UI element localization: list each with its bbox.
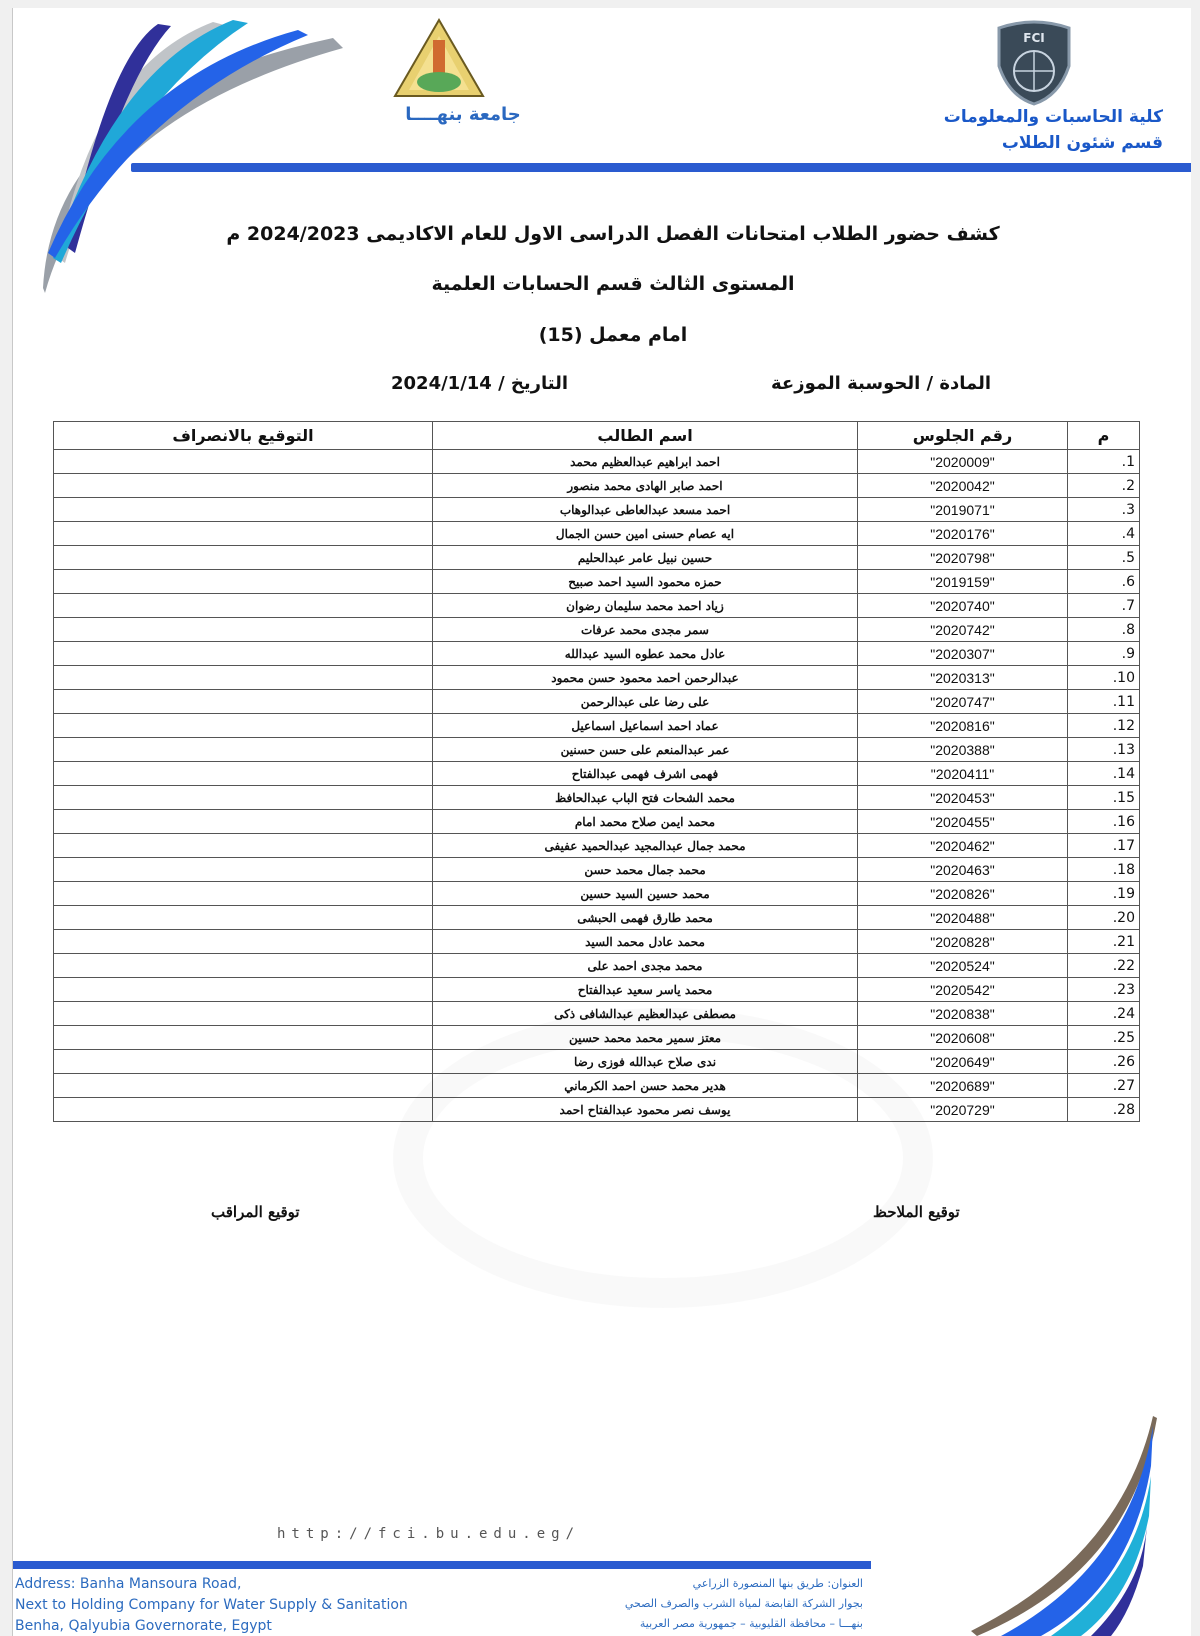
- row-index: 4.: [1068, 522, 1140, 546]
- address-ar-line: بجوار الشركة القابضة لمياة الشرب والصرف الصحي: [624, 1597, 863, 1610]
- signature-cell[interactable]: [54, 714, 433, 738]
- signature-cell[interactable]: [54, 618, 433, 642]
- row-index: 10.: [1068, 666, 1140, 690]
- student-name: معتز سمير محمد محمد حسين: [433, 1026, 858, 1050]
- signature-cell[interactable]: [54, 858, 433, 882]
- row-index: 21.: [1068, 930, 1140, 954]
- signature-cell[interactable]: [54, 1050, 433, 1074]
- signature-cell[interactable]: [54, 930, 433, 954]
- subject-label: المادة / الحوسبة الموزعة: [771, 373, 991, 394]
- decorative-swoosh-bottom-right: [971, 1406, 1171, 1636]
- watermark: [393, 1008, 933, 1308]
- table-row: [54, 786, 1140, 810]
- table-row: [54, 522, 1140, 546]
- student-name: على رضا على عبدالرحمن: [433, 690, 858, 714]
- signature-cell[interactable]: [54, 834, 433, 858]
- signature-cell[interactable]: [54, 498, 433, 522]
- header-divider-bar: [131, 163, 1191, 172]
- row-index: 13.: [1068, 738, 1140, 762]
- table-row: [54, 618, 1140, 642]
- monitor-signature-label: توقيع المراقب: [211, 1203, 300, 1221]
- signature-cell[interactable]: [54, 642, 433, 666]
- seat-number: "2020455": [858, 810, 1068, 834]
- row-index: 20.: [1068, 906, 1140, 930]
- signature-cell[interactable]: [54, 690, 433, 714]
- address-en-line: Address: Banha Mansoura Road,: [15, 1576, 242, 1592]
- signature-cell[interactable]: [54, 978, 433, 1002]
- header-signature: التوقيع بالانصراف: [54, 422, 433, 450]
- address-en-line: Benha, Qalyubia Governorate, Egypt: [15, 1618, 272, 1634]
- seat-number: "2020462": [858, 834, 1068, 858]
- seat-number: "2020649": [858, 1050, 1068, 1074]
- row-index: 26.: [1068, 1050, 1140, 1074]
- seat-number: "2020742": [858, 618, 1068, 642]
- university-name: جامعة بنهــــا: [405, 104, 521, 125]
- table-row: [54, 666, 1140, 690]
- table-row: [54, 738, 1140, 762]
- row-index: 28.: [1068, 1098, 1140, 1122]
- row-index: 8.: [1068, 618, 1140, 642]
- student-name: محمد ايمن صلاح محمد امام: [433, 810, 858, 834]
- signature-cell[interactable]: [54, 786, 433, 810]
- seat-number: "2020689": [858, 1074, 1068, 1098]
- table-row: [54, 594, 1140, 618]
- observer-signature-label: توقيع الملاحظ: [873, 1203, 960, 1221]
- row-index: 17.: [1068, 834, 1140, 858]
- seat-number: "2019159": [858, 570, 1068, 594]
- address-ar-line: العنوان: طريق بنها المنصورة الزراعي: [692, 1577, 863, 1590]
- table-row: [54, 858, 1140, 882]
- lab-location: امام معمل (15): [538, 324, 688, 346]
- signature-cell[interactable]: [54, 1026, 433, 1050]
- table-row: [54, 882, 1140, 906]
- signature-cell[interactable]: [54, 474, 433, 498]
- signature-cell[interactable]: [54, 450, 433, 474]
- seat-number: "2020798": [858, 546, 1068, 570]
- row-index: 6.: [1068, 570, 1140, 594]
- table-row: [54, 954, 1140, 978]
- student-name: محمد عادل محمد السيد: [433, 930, 858, 954]
- student-name: محمد الشحات فتح الباب عبدالحافظ: [433, 786, 858, 810]
- table-row: [54, 450, 1140, 474]
- level-department: المستوى الثالث قسم الحسابات العلمية: [431, 273, 795, 295]
- seat-number: "2020608": [858, 1026, 1068, 1050]
- document-page: [12, 8, 1191, 1636]
- student-name: عادل محمد عطوه السيد عبدالله: [433, 642, 858, 666]
- row-index: 25.: [1068, 1026, 1140, 1050]
- seat-number: "2020828": [858, 930, 1068, 954]
- seat-number: "2020411": [858, 762, 1068, 786]
- signature-cell[interactable]: [54, 810, 433, 834]
- table-row: [54, 642, 1140, 666]
- seat-number: "2020488": [858, 906, 1068, 930]
- student-name: عماد احمد اسماعيل اسماعيل: [433, 714, 858, 738]
- student-name: عبدالرحمن احمد محمود حسن محمود: [433, 666, 858, 690]
- row-index: 23.: [1068, 978, 1140, 1002]
- seat-number: "2020816": [858, 714, 1068, 738]
- seat-number: "2020313": [858, 666, 1068, 690]
- website-url[interactable]: http://fci.bu.edu.eg/: [277, 1526, 581, 1542]
- faculty-name: [893, 104, 1163, 156]
- student-name: يوسف نصر محمود عبدالفتاح احمد: [433, 1098, 858, 1122]
- seat-number: "2020453": [858, 786, 1068, 810]
- table-row: [54, 762, 1140, 786]
- seat-number: "2020729": [858, 1098, 1068, 1122]
- student-name: محمد مجدى احمد على: [433, 954, 858, 978]
- signature-cell[interactable]: [54, 1098, 433, 1122]
- seat-number: "2020388": [858, 738, 1068, 762]
- row-index: 16.: [1068, 810, 1140, 834]
- student-name: محمد ياسر سعيد عبدالفتاح: [433, 978, 858, 1002]
- faculty-line2: قسم شئون الطلاب: [1001, 133, 1163, 153]
- row-index: 11.: [1068, 690, 1140, 714]
- row-index: 22.: [1068, 954, 1140, 978]
- student-name: عمر عبدالمنعم على حسن حسنين: [433, 738, 858, 762]
- address-arabic: [493, 1574, 863, 1634]
- table-header-row: [54, 422, 1140, 450]
- seat-number: "2020176": [858, 522, 1068, 546]
- signature-cell[interactable]: [54, 954, 433, 978]
- student-name: احمد ابراهيم عبدالعظيم محمد: [433, 450, 858, 474]
- signature-cell[interactable]: [54, 522, 433, 546]
- student-name: سمر مجدى محمد عرفات: [433, 618, 858, 642]
- student-name: هدير محمد حسن احمد الكرماني: [433, 1074, 858, 1098]
- signature-cell[interactable]: [54, 1074, 433, 1098]
- seat-number: "2020009": [858, 450, 1068, 474]
- student-name: مصطفى عبدالعظيم عبدالشافى ذكى: [433, 1002, 858, 1026]
- seat-number: "2020524": [858, 954, 1068, 978]
- faculty-logo-text: FCI: [1023, 31, 1045, 45]
- table-row: [54, 474, 1140, 498]
- seat-number: "2020747": [858, 690, 1068, 714]
- table-row: [54, 570, 1140, 594]
- row-index: 27.: [1068, 1074, 1140, 1098]
- row-index: 1.: [1068, 450, 1140, 474]
- student-name: حسين نبيل عامر عبدالحليم: [433, 546, 858, 570]
- table-row: [54, 690, 1140, 714]
- report-title: كشف حضور الطلاب امتحانات الفصل الدراسى الاول للعام الاكاديمى 2024/2023 م: [226, 223, 1000, 245]
- row-index: 5.: [1068, 546, 1140, 570]
- row-index: 18.: [1068, 858, 1140, 882]
- table-row: [54, 714, 1140, 738]
- signature-cell[interactable]: [54, 570, 433, 594]
- student-name: محمد جمال عبدالمجيد عبدالحميد عفيفى: [433, 834, 858, 858]
- row-index: 2.: [1068, 474, 1140, 498]
- header-index: م: [1068, 422, 1140, 450]
- seat-number: "2020042": [858, 474, 1068, 498]
- table-row: [54, 906, 1140, 930]
- student-name: احمد صابر الهادى محمد منصور: [433, 474, 858, 498]
- header-student-name: اسم الطالب: [433, 422, 858, 450]
- decorative-swoosh-top-left: [13, 8, 393, 308]
- address-en-line: Next to Holding Company for Water Supply & Sanitation: [15, 1597, 408, 1613]
- student-name: زياد احمد محمد سليمان رضوان: [433, 594, 858, 618]
- signature-cell[interactable]: [54, 762, 433, 786]
- seat-number: "2020838": [858, 1002, 1068, 1026]
- table-row: [54, 978, 1140, 1002]
- row-index: 14.: [1068, 762, 1140, 786]
- row-index: 24.: [1068, 1002, 1140, 1026]
- row-index: 9.: [1068, 642, 1140, 666]
- student-name: ندى صلاح عبدالله فوزى رضا: [433, 1050, 858, 1074]
- table-row: [54, 834, 1140, 858]
- signature-cell[interactable]: [54, 666, 433, 690]
- student-name: فهمى اشرف فهمى عبدالفتاح: [433, 762, 858, 786]
- row-index: 3.: [1068, 498, 1140, 522]
- student-name: ايه عصام حسنى امين حسن الجمال: [433, 522, 858, 546]
- seat-number: "2020463": [858, 858, 1068, 882]
- seat-number: "2020307": [858, 642, 1068, 666]
- student-name: احمد مسعد عبدالعاطى عبدالوهاب: [433, 498, 858, 522]
- row-index: 15.: [1068, 786, 1140, 810]
- faculty-line1: كلية الحاسبات والمعلومات: [943, 107, 1163, 127]
- signature-cell[interactable]: [54, 738, 433, 762]
- address-english: [15, 1574, 408, 1636]
- student-name: محمد طارق فهمى الحبشى: [433, 906, 858, 930]
- seat-number: "2019071": [858, 498, 1068, 522]
- address-ar-line: بنهـــا – محافظة القليوبية – جمهورية مصر العربية: [639, 1617, 863, 1630]
- signature-cell[interactable]: [54, 906, 433, 930]
- seat-number: "2020740": [858, 594, 1068, 618]
- header-seat-number: رقم الجلوس: [858, 422, 1068, 450]
- faculty-logo: [989, 16, 1079, 106]
- signature-cell[interactable]: [54, 882, 433, 906]
- table-row: [54, 930, 1140, 954]
- signature-cell[interactable]: [54, 1002, 433, 1026]
- university-logo: [393, 18, 485, 100]
- signature-cell[interactable]: [54, 546, 433, 570]
- table-row: [54, 498, 1140, 522]
- footer-divider-bar: [13, 1561, 871, 1569]
- row-index: 7.: [1068, 594, 1140, 618]
- seat-number: "2020542": [858, 978, 1068, 1002]
- seat-number: "2020826": [858, 882, 1068, 906]
- student-name: محمد حسين السيد حسين: [433, 882, 858, 906]
- table-row: [54, 810, 1140, 834]
- student-name: محمد جمال محمد حسن: [433, 858, 858, 882]
- row-index: 19.: [1068, 882, 1140, 906]
- row-index: 12.: [1068, 714, 1140, 738]
- signature-cell[interactable]: [54, 594, 433, 618]
- table-row: [54, 546, 1140, 570]
- student-name: حمزه محمود السيد احمد صبيح: [433, 570, 858, 594]
- date-label: التاريخ / 2024/1/14: [391, 373, 569, 394]
